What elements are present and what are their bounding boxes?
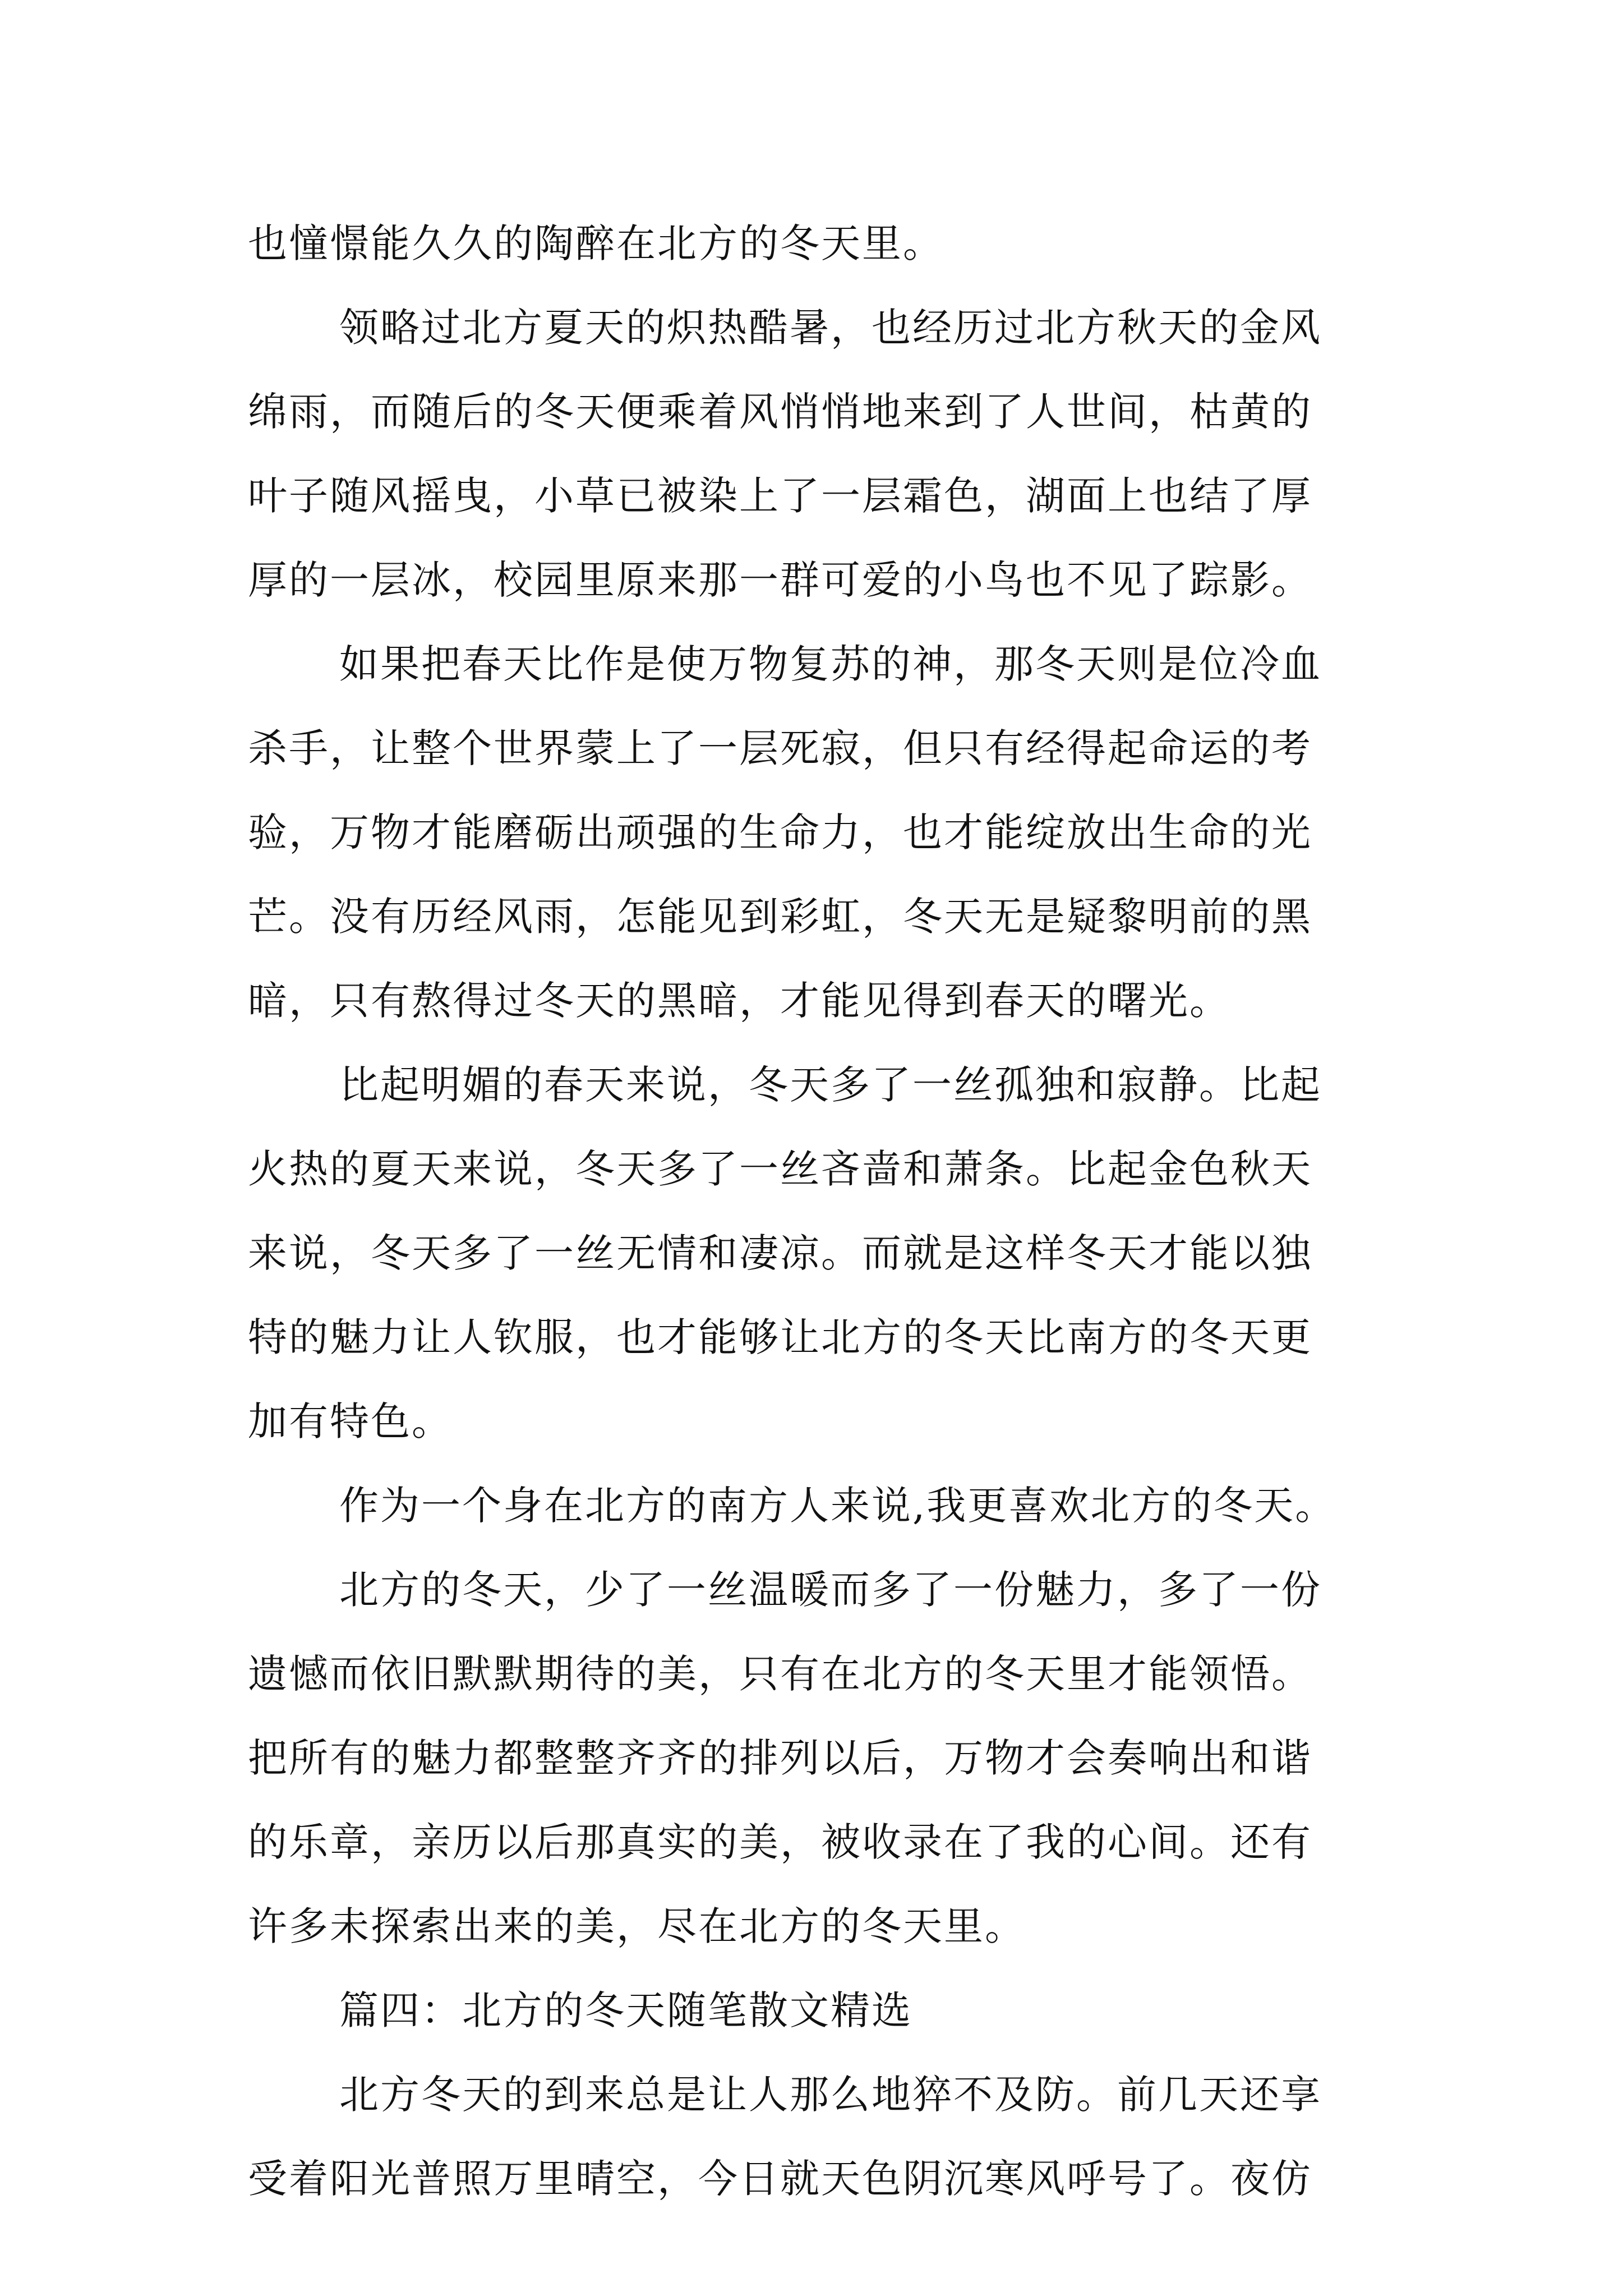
text-line: 杀手，让整个世界蒙上了一层死寂，但只有经得起命运的考 <box>248 725 1312 771</box>
text-line: 也憧憬能久久的陶醉在北方的冬天里。 <box>248 220 944 266</box>
text-line: 暗，只有熬得过冬天的黑暗，才能见得到春天的曙光。 <box>248 978 1230 1024</box>
text-line: 叶子随风摇曳，小草已被染上了一层霜色，湖面上也结了厚 <box>248 473 1312 519</box>
paragraph-start-line: 北方冬天的到来总是让人那么地猝不及防。前几天还享 <box>339 2072 1322 2118</box>
text-line: 把所有的魅力都整整齐齐的排列以后，万物才会奏响出和谐 <box>248 1735 1312 1781</box>
text-line: 来说，冬天多了一丝无情和凄凉。而就是这样冬天才能以独 <box>248 1230 1312 1276</box>
section-heading: 篇四：北方的冬天随笔散文精选 <box>339 1987 912 2033</box>
text-line: 特的魅力让人钦服，也才能够让北方的冬天比南方的冬天更 <box>248 1314 1312 1360</box>
text-line: 验，万物才能磨砺出顽强的生命力，也才能绽放出生命的光 <box>248 809 1312 855</box>
paragraph-start-line: 领略过北方夏天的炽热酷暑，也经历过北方秋天的金风 <box>339 305 1322 351</box>
text-line: 加有特色。 <box>248 1398 453 1444</box>
text-line: 厚的一层冰，校园里原来那一群可爱的小鸟也不见了踪影。 <box>248 557 1312 603</box>
text-line: 的乐章，亲历以后那真实的美，被收录在了我的心间。还有 <box>248 1819 1312 1865</box>
text-line: 芒。没有历经风雨，怎能见到彩虹，冬天无是疑黎明前的黑 <box>248 894 1312 940</box>
text-line: 绵雨，而随后的冬天便乘着风悄悄地来到了人世间，枯黄的 <box>248 389 1312 435</box>
paragraph-start-line: 比起明媚的春天来说，冬天多了一丝孤独和寂静。比起 <box>339 1062 1322 1108</box>
paragraph-start-line: 作为一个身在北方的南方人来说,我更喜欢北方的冬天。 <box>339 1483 1336 1529</box>
text-line: 受着阳光普照万里晴空，今日就天色阴沉寒风呼号了。夜仿 <box>248 2156 1312 2202</box>
paragraph-start-line: 如果把春天比作是使万物复苏的神，那冬天则是位冷血 <box>339 641 1322 687</box>
text-line: 遗憾而依旧默默期待的美，只有在北方的冬天里才能领悟。 <box>248 1651 1312 1697</box>
paragraph-start-line: 北方的冬天，少了一丝温暖而多了一份魅力，多了一份 <box>339 1567 1322 1613</box>
text-line: 火热的夏天来说，冬天多了一丝吝啬和萧条。比起金色秋天 <box>248 1146 1312 1192</box>
text-line: 许多未探索出来的美，尽在北方的冬天里。 <box>248 1903 1026 1949</box>
